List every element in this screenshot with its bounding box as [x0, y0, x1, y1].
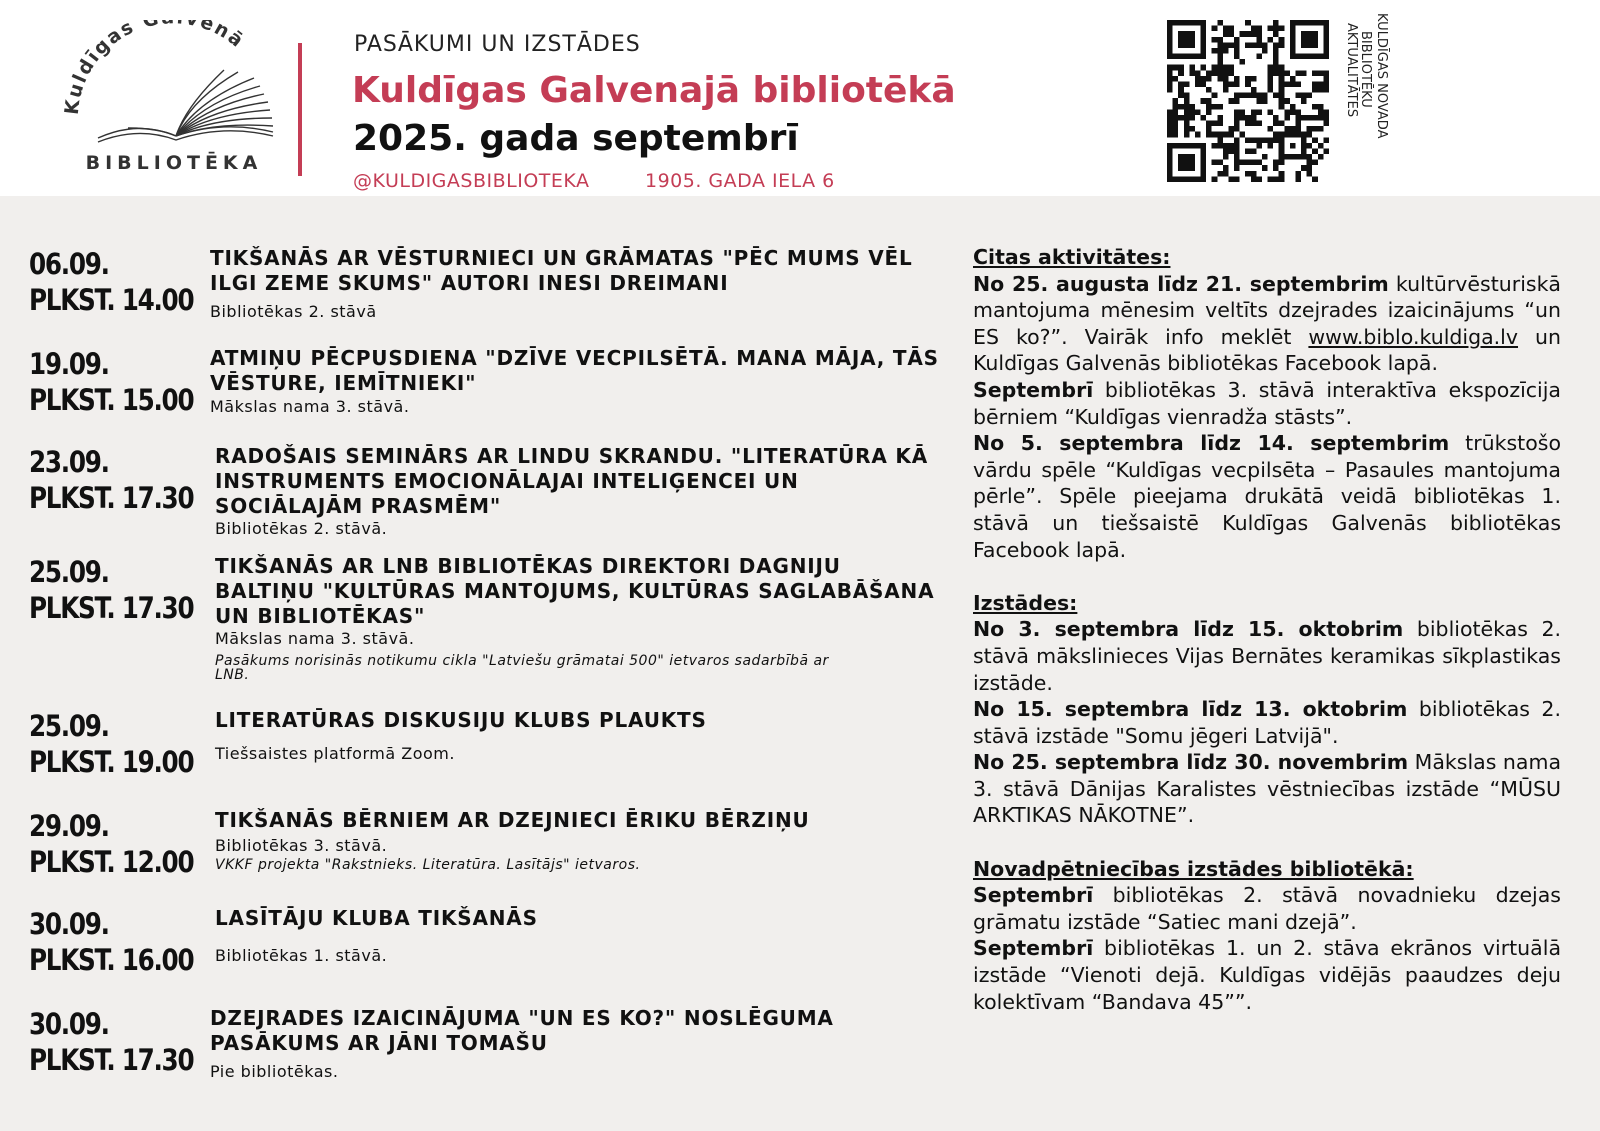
- page-title: Kuldīgas Galvenajā bibliotēkā: [352, 70, 956, 111]
- exhibition-item: [973, 616, 1561, 696]
- event-title: ATMIŅU PĒCPUSDIENA "DZĪVE VECPILSĒTĀ. MANA MĀJA, TĀS VĒSTURE, IEMĪTNIEKI": [210, 346, 939, 395]
- exhibition-item: [973, 696, 1561, 749]
- local-history-text: bibliotēkas 2. stāvā novadnieku dzejas grāmatu izstāde “Satiec mani dzejā”.: [973, 883, 1561, 934]
- event-time: PLKST. 17.30: [29, 1043, 194, 1077]
- event-place: Bibliotēkas 1. stāvā.: [215, 946, 388, 965]
- qr-caption: [1340, 13, 1400, 193]
- section-heading-local-history: Novadpētniecības izstādes bibliotēkā:: [973, 856, 1414, 881]
- event-datetime: [29, 906, 194, 978]
- open-book-icon: [58, 20, 288, 160]
- event-date: 29.09.: [29, 809, 109, 843]
- event-date: 23.09.: [29, 445, 109, 479]
- local-history-text: bibliotēkas 1. un 2. stāva ekrānos virtuālā izstāde “Vienoti dejā. Kuldīgas vidējās paaudzes deju kolektīvam “Bandava 45””.: [973, 936, 1561, 1014]
- event-title: RADOŠAIS SEMINĀRS AR LINDU SKRANDU. "LITERATŪRA KĀ INSTRUMENTS EMOCIONĀLAJAI INTELIĢENCEI UN SOCIĀLAJĀM PRASMĒM": [215, 444, 928, 518]
- kicker: PASĀKUMI UN IZSTĀDES: [354, 32, 641, 57]
- event-title: TIKŠANĀS AR VĒSTURNIECI UN GRĀMATAS "PĒC MUMS VĒL ILGI ZEME SKUMS" AUTORI INESI DREIMANI: [210, 246, 913, 295]
- other-item-text: kultūrvēsturiskā mantojuma mēnesim veltīts dzejrades izaicinājums “un ES ko?”. Vairāk info meklēt: [973, 271, 1561, 349]
- event-time: PLKST. 17.30: [29, 481, 194, 515]
- local-history-item: [973, 882, 1561, 935]
- other-item: [973, 430, 1561, 563]
- website-link[interactable]: www.biblo.kuldiga.lv: [1308, 324, 1519, 349]
- spacer: [973, 563, 1561, 590]
- event-title: LASĪTĀJU KLUBA TIKŠANĀS: [215, 906, 538, 930]
- event-place: Bibliotēkas 2. stāvā: [210, 302, 377, 321]
- event-datetime: [29, 554, 194, 626]
- event-date: 06.09.: [29, 247, 109, 281]
- event-date: 19.09.: [29, 347, 109, 381]
- event-datetime: [29, 808, 194, 880]
- other-item: [973, 377, 1561, 430]
- event-place: Tiešsaistes platformā Zoom.: [215, 744, 455, 763]
- event-time: PLKST. 14.00: [29, 283, 194, 317]
- event-time: PLKST. 19.00: [29, 745, 194, 779]
- page-subtitle: 2025. gada septembrī: [353, 118, 799, 159]
- event-date: 30.09.: [29, 1007, 109, 1041]
- header: [0, 0, 1600, 196]
- other-item-text: bibliotēkas 3. stāvā interaktīva ekspozīcija bērniem “Kuldīgas vienradža stāsts”.: [973, 377, 1561, 429]
- event-datetime: [29, 708, 194, 780]
- other-item: [973, 271, 1561, 377]
- exhibition-text: Mākslas nama 3. stāvā Dānijas Karalistes vēstniecības izstāde “MŪSU ARKTIKAS NĀKOTNE”.: [973, 750, 1562, 828]
- right-column: [973, 244, 1561, 1015]
- event-title: TIKŠANĀS AR LNB BIBLIOTĒKAS DIREKTORI DAGNIJU BALTIŅU "KULTŪRAS MANTOJUMS, KULTŪRAS SAGLABĀŠANA UN BIBLIOTĒKAS": [215, 554, 935, 628]
- event-time: PLKST. 12.00: [29, 845, 194, 879]
- other-item-dates: No 5. septembra līdz 14. septembrim: [973, 431, 1450, 456]
- other-item-text: trūkstošo vārdu spēle “Kuldīgas vecpilsēta – Pasaules mantojuma pērle”. Spēle pieejama drukātā veidā bibliotēkas 1. stāvā un tiešsaistē Kuldīgas Galvenās bibliotēkas Facebook lapā.: [973, 431, 1561, 562]
- section-heading-other: Citas aktivitātes:: [973, 245, 1171, 269]
- qr-caption-line: KULDĪGAS NOVADA: [1374, 13, 1389, 139]
- event-datetime: [29, 444, 194, 516]
- social-handle: @KULDIGASBIBLIOTEKA: [353, 170, 590, 192]
- exhibition-item: [973, 749, 1561, 829]
- event-date: 30.09.: [29, 907, 109, 941]
- event-place: Mākslas nama 3. stāvā.: [215, 629, 415, 648]
- event-datetime: [29, 246, 194, 318]
- logo-wordmark: BIBLIOTĒKA: [85, 152, 263, 174]
- event-datetime: [29, 1006, 194, 1078]
- event-time: PLKST. 15.00: [29, 383, 194, 417]
- exhibition-dates: No 25. septembra līdz 30. novembrim: [973, 750, 1409, 775]
- exhibition-dates: No 15. septembra līdz 13. oktobrim: [973, 697, 1408, 722]
- exhibition-text: bibliotēkas 2. stāvā izstāde "Somu jēgeri Latvijā".: [973, 697, 1561, 748]
- other-item-dates: No 25. augusta līdz 21. septembrim: [973, 271, 1389, 296]
- event-date: 25.09.: [29, 709, 109, 743]
- event-place: Pie bibliotēkas.: [210, 1062, 339, 1081]
- event-title: TIKŠANĀS BĒRNIEM AR DZEJNIECI ĒRIKU BĒRZIŅU: [215, 808, 810, 832]
- qr-caption-line: AKTUALITĀTES: [1344, 23, 1359, 118]
- exhibition-text: bibliotēkas 2. stāvā mākslinieces Vijas Bernātes keramikas sīkplastikas izstāde.: [973, 617, 1562, 695]
- logo-arc-text: Kuldīgas enā: [60, 20, 249, 116]
- event-datetime: [29, 346, 194, 418]
- spacer: [973, 829, 1561, 856]
- library-logo: [58, 20, 288, 180]
- other-item-text: un Kuldīgas Galvenās bibliotēkas Facebook lapā.: [973, 324, 1561, 376]
- local-history-dates: Septembrī: [973, 936, 1094, 961]
- event-title: LITERATŪRAS DISKUSIJU KLUBS PLAUKTS: [215, 708, 707, 732]
- event-note: Pasākums norisinās notikumu cikla "Latviešu grāmatai 500" ietvaros sadarbībā ar LNB.: [215, 653, 829, 683]
- event-place: Bibliotēkas 2. stāvā.: [215, 519, 388, 538]
- event-title: DZEJRADES IZAICINĀJUMA "UN ES KO?" NOSLĒGUMA PASĀKUMS AR JĀNI TOMAŠU: [210, 1006, 834, 1055]
- event-note: VKKF projekta "Rakstnieks. Literatūra. Lasītājs" ietvaros.: [215, 857, 641, 873]
- local-history-item: [973, 935, 1561, 1015]
- address: 1905. GADA IELA 6: [645, 170, 835, 192]
- event-time: PLKST. 17.30: [29, 591, 194, 625]
- event-place: Bibliotēkas 3. stāvā.: [215, 836, 388, 855]
- event-date: 25.09.: [29, 555, 109, 589]
- section-heading-exhibitions: Izstādes:: [973, 590, 1078, 615]
- local-history-dates: Septembrī: [973, 883, 1094, 908]
- event-place: Mākslas nama 3. stāvā.: [210, 397, 410, 416]
- qr-code[interactable]: [1167, 20, 1329, 182]
- event-time: PLKST. 16.00: [29, 943, 194, 977]
- qr-caption-line: BIBLIOTĒKU: [1358, 31, 1373, 108]
- other-item-dates: Septembrī: [973, 377, 1094, 402]
- divider: [298, 43, 302, 176]
- exhibition-dates: No 3. septembra līdz 15. oktobrim: [973, 617, 1404, 642]
